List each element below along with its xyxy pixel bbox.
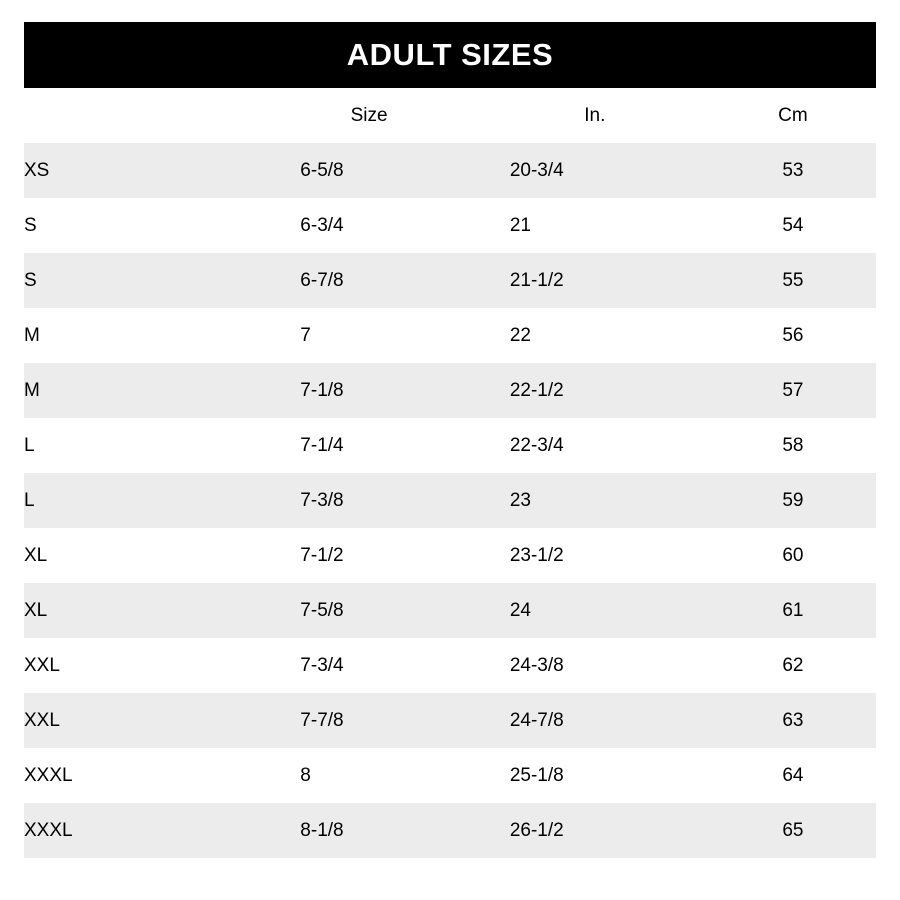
cell-size-label: XS — [24, 143, 258, 198]
cell-cm: 64 — [710, 748, 876, 803]
cell-size-label: XXXL — [24, 748, 258, 803]
cell-size: 6-7/8 — [258, 253, 480, 308]
cell-size-label: M — [24, 308, 258, 363]
cell-inches: 20-3/4 — [480, 143, 710, 198]
cell-size: 7-3/8 — [258, 473, 480, 528]
cell-size-label: L — [24, 418, 258, 473]
cell-size-label: XXL — [24, 638, 258, 693]
cell-size: 7 — [258, 308, 480, 363]
cell-inches: 23 — [480, 473, 710, 528]
page-title: ADULT SIZES — [346, 37, 554, 72]
column-header-cm: Cm — [710, 88, 876, 143]
cell-inches: 24-3/8 — [480, 638, 710, 693]
chart-title-bar — [24, 22, 876, 88]
table-header — [24, 88, 876, 143]
cell-size-label: XXL — [24, 693, 258, 748]
cell-inches: 21-1/2 — [480, 253, 710, 308]
table-header-row — [24, 88, 876, 143]
cell-size: 7-1/4 — [258, 418, 480, 473]
table-row — [24, 693, 876, 748]
cell-inches: 22 — [480, 308, 710, 363]
table-row — [24, 583, 876, 638]
cell-inches: 24 — [480, 583, 710, 638]
cell-size-label: M — [24, 363, 258, 418]
cell-size-label: S — [24, 198, 258, 253]
table-row — [24, 143, 876, 198]
cell-inches: 21 — [480, 198, 710, 253]
cell-cm: 65 — [710, 803, 876, 858]
cell-size-label: XL — [24, 583, 258, 638]
table-body — [24, 143, 876, 858]
cell-size-label: S — [24, 253, 258, 308]
cell-cm: 59 — [710, 473, 876, 528]
cell-cm: 54 — [710, 198, 876, 253]
cell-cm: 63 — [710, 693, 876, 748]
cell-size: 7-5/8 — [258, 583, 480, 638]
table-row — [24, 253, 876, 308]
table-row — [24, 308, 876, 363]
cell-size: 8 — [258, 748, 480, 803]
cell-size-label: L — [24, 473, 258, 528]
cell-size: 7-1/8 — [258, 363, 480, 418]
cell-size: 8-1/8 — [258, 803, 480, 858]
cell-cm: 57 — [710, 363, 876, 418]
table-row — [24, 528, 876, 583]
cell-size: 6-3/4 — [258, 198, 480, 253]
cell-cm: 55 — [710, 253, 876, 308]
table-row — [24, 473, 876, 528]
cell-cm: 60 — [710, 528, 876, 583]
cell-size: 7-7/8 — [258, 693, 480, 748]
table-row — [24, 638, 876, 693]
cell-cm: 62 — [710, 638, 876, 693]
cell-inches: 23-1/2 — [480, 528, 710, 583]
cell-cm: 56 — [710, 308, 876, 363]
size-table — [24, 88, 876, 858]
column-header-size: Size — [258, 88, 480, 143]
table-row — [24, 803, 876, 858]
cell-inches: 26-1/2 — [480, 803, 710, 858]
cell-size: 6-5/8 — [258, 143, 480, 198]
cell-inches: 25-1/8 — [480, 748, 710, 803]
cell-cm: 53 — [710, 143, 876, 198]
table-row — [24, 198, 876, 253]
table-row — [24, 363, 876, 418]
table-row — [24, 418, 876, 473]
cell-size-label: XL — [24, 528, 258, 583]
cell-size: 7-3/4 — [258, 638, 480, 693]
cell-inches: 22-3/4 — [480, 418, 710, 473]
cell-size-label: XXXL — [24, 803, 258, 858]
cell-inches: 22-1/2 — [480, 363, 710, 418]
column-header-blank — [24, 88, 258, 143]
cell-cm: 61 — [710, 583, 876, 638]
cell-size: 7-1/2 — [258, 528, 480, 583]
column-header-in: In. — [480, 88, 710, 143]
table-row — [24, 748, 876, 803]
cell-cm: 58 — [710, 418, 876, 473]
cell-inches: 24-7/8 — [480, 693, 710, 748]
